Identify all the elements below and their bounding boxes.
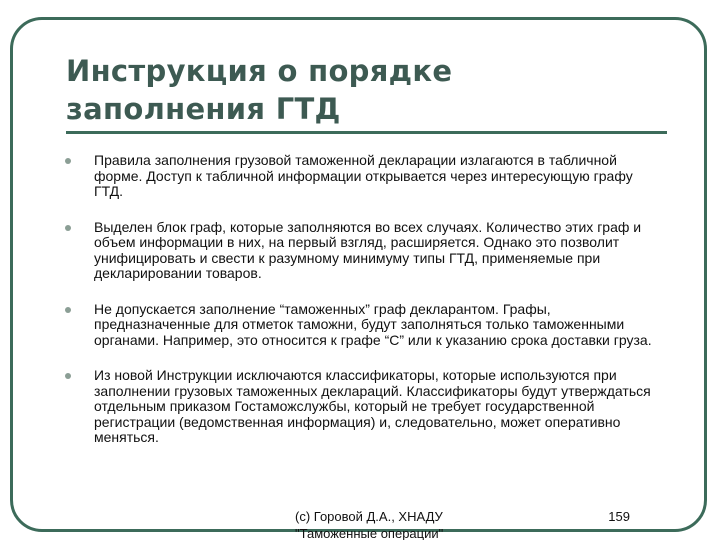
bullet-item bbox=[62, 220, 662, 282]
bullet-item bbox=[62, 368, 662, 446]
bullet-list bbox=[62, 153, 662, 446]
title-line-1: Инструкция о порядке bbox=[66, 54, 453, 88]
bullet-text: Не допускается заполнение “таможенных” граф декларантом. Графы, предназначенные для отметок таможни, будут заполняться только таможенными органами. Например, это относится к графе “С” или к указанию срока доставки груза. bbox=[94, 300, 652, 348]
title-divider bbox=[66, 131, 667, 134]
title-line-2: заполнения ГТД bbox=[66, 92, 341, 126]
bullet-item bbox=[62, 153, 662, 200]
bullet-text: Правила заполнения грузовой таможенной декларации излагаются в табличной форме. Доступ к табличной информации открывается через интересующую графу ГТД. bbox=[94, 152, 633, 199]
bullet-dot-icon bbox=[65, 307, 71, 313]
bullet-text: Выделен блок граф, которые заполняются во всех случаях. Количество этих граф и объем информации в них, на первый взгляд, расширяется. Однако это позволит унифицировать и свести к разумному минимуму типы ГТД, применяемые при декларировании товаров. bbox=[94, 218, 642, 281]
footer-source-line-2: "Таможенные операции" bbox=[295, 526, 444, 540]
footer-source bbox=[295, 508, 485, 540]
page-number: 159 bbox=[608, 509, 630, 524]
bullet-dot-icon bbox=[65, 373, 71, 379]
bullet-dot-icon bbox=[65, 225, 71, 231]
footer-source-line-1: (с) Горовой Д.А., ХНАДУ bbox=[295, 509, 443, 524]
bullet-item bbox=[62, 302, 662, 349]
slide-title bbox=[66, 52, 666, 128]
bullet-text: Из новой Инструкции исключаются классификаторы, которые используются при заполнении грузовых таможенных деклараций. Классификаторы будут утверждаться отдельным приказом Гостаможслужбы, который не требует государственной регистрации (ведомственная информация) и, следовательно, может оперативно меняться. bbox=[94, 367, 651, 445]
bullet-dot-icon bbox=[65, 158, 71, 164]
